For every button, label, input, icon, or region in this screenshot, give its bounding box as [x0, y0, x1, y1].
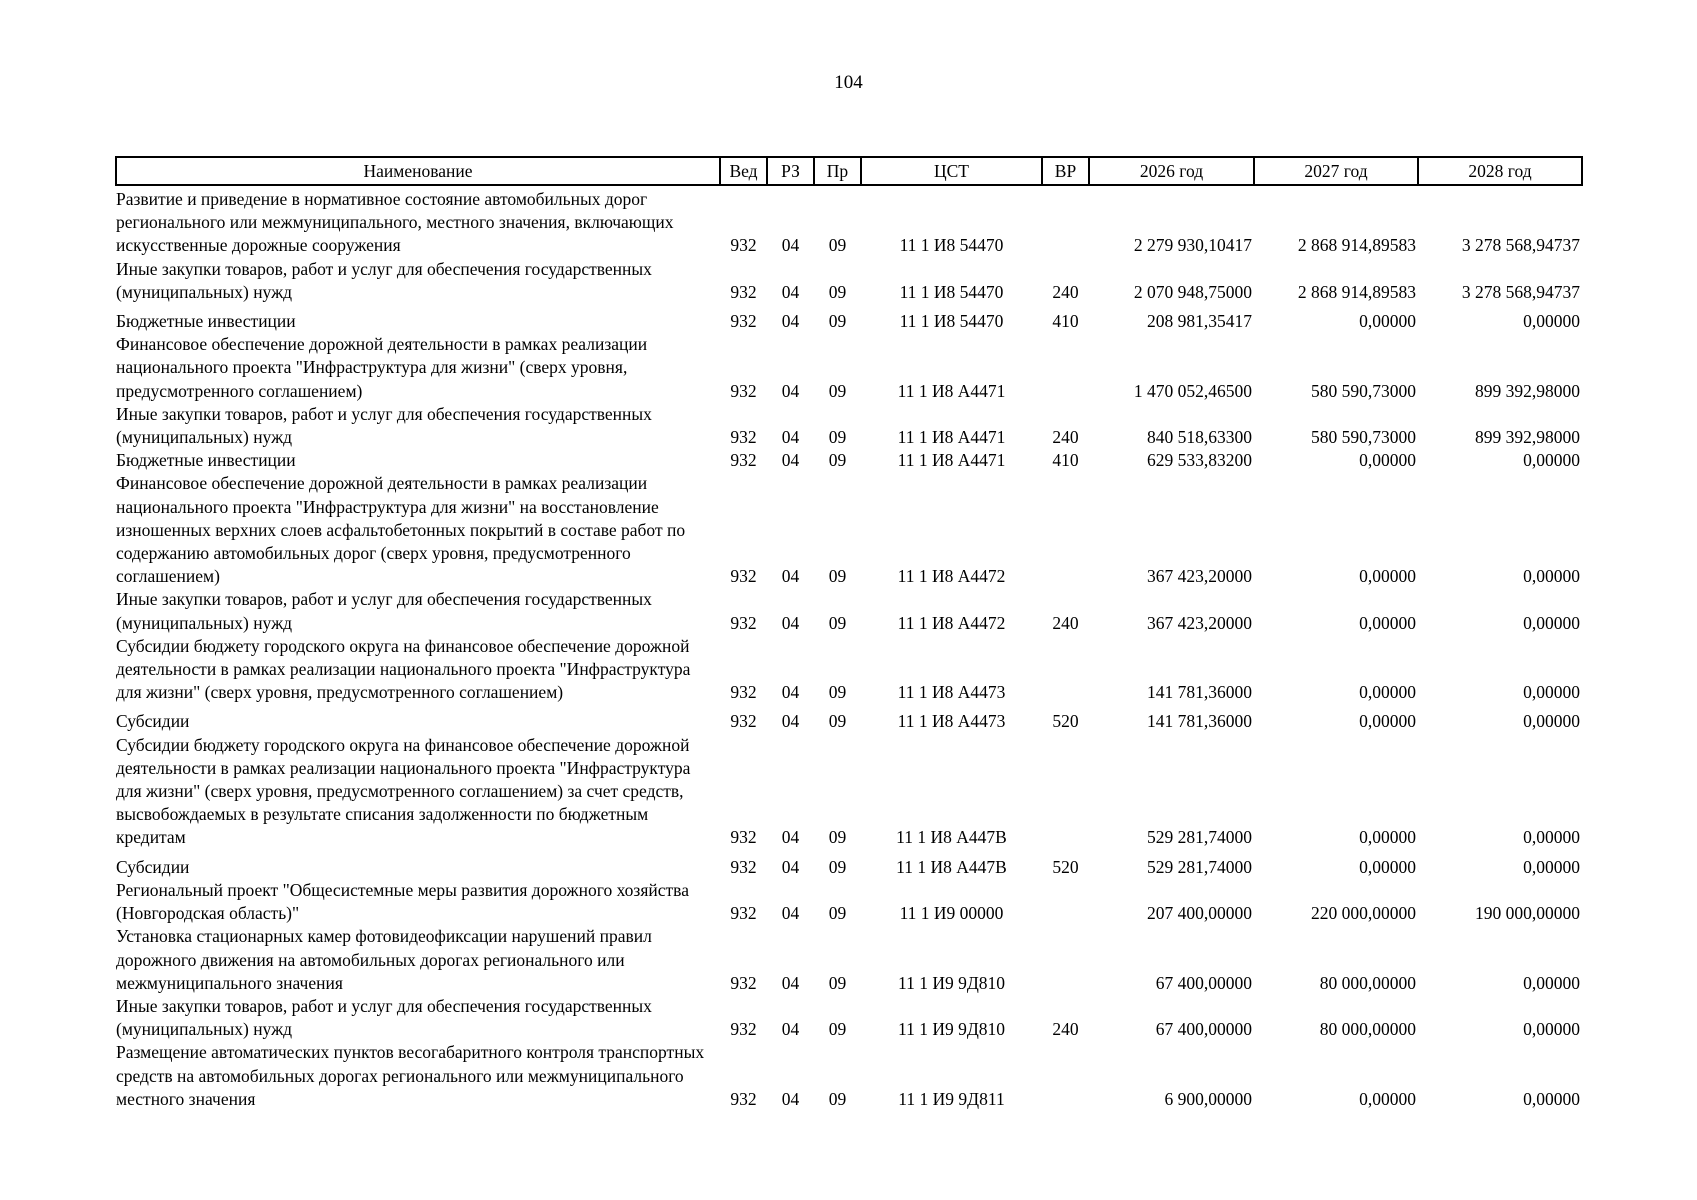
row-rz: 04 — [781, 380, 800, 401]
row-pr: 09 — [828, 427, 847, 448]
row-2026: 6 900,00000 — [1164, 1088, 1252, 1109]
row-rz: 04 — [781, 281, 800, 302]
header-name: Наименование — [116, 157, 720, 185]
header-2027: 2027 год — [1254, 157, 1418, 185]
row-rz: 04 — [781, 711, 800, 732]
row-pr: 09 — [828, 972, 847, 993]
row-2026: 141 781,36000 — [1147, 711, 1252, 732]
row-rz: 04 — [781, 1019, 800, 1040]
table-row — [116, 185, 1582, 258]
row-ved: 932 — [730, 380, 757, 401]
table-row — [116, 304, 1582, 333]
row-name: Бюджетные инвестиции — [116, 450, 296, 471]
row-2028: 899 392,98000 — [1475, 427, 1580, 448]
header-ved: Вед — [720, 157, 767, 185]
row-rz: 04 — [781, 612, 800, 633]
row-vr: 240 — [1052, 612, 1079, 633]
row-ved: 932 — [730, 612, 757, 633]
row-name: Финансовое обеспечение дорожной деятельности в рамках реализации национального проекта "Инфраструктура для жизни" на восстановление изношенных верхних слоев асфальтобетонных покрытий в составе работ по содержанию автомобильных дорог (сверх уровня, предусмотренного соглашением) — [116, 473, 686, 587]
row-cst: 11 1 И8 А4472 — [897, 612, 1006, 633]
row-cst: 11 1 И9 00000 — [899, 903, 1004, 924]
row-cst: 11 1 И9 9Д810 — [897, 1019, 1006, 1040]
header-2026: 2026 год — [1089, 157, 1254, 185]
row-ved: 932 — [730, 856, 757, 877]
row-vr: 410 — [1052, 311, 1079, 332]
row-name: Развитие и приведение в нормативное состояние автомобильных дорог регионального или межмуниципального, местного значения, включающих искусственные дорожные сооружения — [116, 189, 674, 256]
row-rz: 04 — [781, 450, 800, 471]
table-row — [116, 995, 1582, 1041]
table-row — [116, 635, 1582, 705]
table-row — [116, 588, 1582, 634]
row-2026: 208 981,35417 — [1147, 311, 1252, 332]
row-rz: 04 — [781, 566, 800, 587]
row-2026: 207 400,00000 — [1147, 903, 1252, 924]
row-2027: 220 000,00000 — [1311, 903, 1416, 924]
row-2027: 0,00000 — [1359, 1088, 1416, 1109]
row-ved: 932 — [730, 427, 757, 448]
row-cst: 11 1 И8 54470 — [899, 235, 1004, 256]
table-row — [116, 879, 1582, 925]
row-2027: 0,00000 — [1359, 311, 1416, 332]
row-cst: 11 1 И8 А4471 — [897, 450, 1006, 471]
table-row — [116, 403, 1582, 449]
row-vr — [1042, 472, 1089, 588]
row-2027: 0,00000 — [1359, 827, 1416, 848]
row-2028: 899 392,98000 — [1475, 380, 1580, 401]
row-pr: 09 — [828, 450, 847, 471]
row-2027: 2 868 914,89583 — [1297, 235, 1416, 256]
table-row — [116, 850, 1582, 879]
row-2026: 367 423,20000 — [1147, 566, 1252, 587]
row-2028: 0,00000 — [1523, 1088, 1580, 1109]
row-2027: 0,00000 — [1359, 856, 1416, 877]
row-2028: 0,00000 — [1523, 612, 1580, 633]
row-pr: 09 — [828, 380, 847, 401]
row-ved: 932 — [730, 972, 757, 993]
table-row — [116, 472, 1582, 588]
row-2026: 629 533,83200 — [1147, 450, 1252, 471]
row-cst: 11 1 И9 9Д810 — [897, 972, 1006, 993]
row-2026: 367 423,20000 — [1147, 612, 1252, 633]
row-2028: 0,00000 — [1523, 711, 1580, 732]
row-2026: 67 400,00000 — [1155, 972, 1252, 993]
table-row — [116, 925, 1582, 995]
row-rz: 04 — [781, 235, 800, 256]
row-pr: 09 — [828, 827, 847, 848]
header-pr: Пр — [814, 157, 861, 185]
row-name: Субсидии бюджету городского округа на финансовое обеспечение дорожной деятельности в рамках реализации национального проекта "Инфраструктура для жизни" (сверх уровня, предусмотренного соглашением) за счет средств, высвобождаемых в результате списания задолженности по бюджетным кредитам — [116, 734, 691, 848]
row-2028: 0,00000 — [1523, 1019, 1580, 1040]
row-pr: 09 — [828, 903, 847, 924]
row-2026: 1 470 052,46500 — [1133, 380, 1252, 401]
row-2027: 580 590,73000 — [1311, 380, 1416, 401]
row-2026: 529 281,74000 — [1147, 827, 1252, 848]
row-2027: 2 868 914,89583 — [1297, 281, 1416, 302]
row-pr: 09 — [828, 566, 847, 587]
row-ved: 932 — [730, 1019, 757, 1040]
row-name: Бюджетные инвестиции — [116, 311, 296, 332]
table-row — [116, 1041, 1582, 1111]
row-cst: 11 1 И8 А4473 — [897, 682, 1006, 703]
row-name: Установка стационарных камер фотовидеофиксации нарушений правил дорожного движения на автомобильных дорогах регионального или межмуниципального значения — [116, 926, 652, 993]
page-number: 104 — [834, 72, 863, 93]
row-cst: 11 1 И8 54470 — [899, 281, 1004, 302]
row-vr: 520 — [1052, 856, 1079, 877]
header-2028: 2028 год — [1418, 157, 1582, 185]
row-pr: 09 — [828, 311, 847, 332]
row-vr — [1042, 879, 1089, 925]
row-2026: 67 400,00000 — [1155, 1019, 1252, 1040]
row-2028: 0,00000 — [1523, 311, 1580, 332]
row-ved: 932 — [730, 566, 757, 587]
row-cst: 11 1 И8 А447В — [896, 827, 1007, 848]
row-vr: 520 — [1052, 711, 1079, 732]
row-2028: 0,00000 — [1523, 972, 1580, 993]
table-row — [116, 333, 1582, 403]
row-ved: 932 — [730, 903, 757, 924]
row-name: Субсидии бюджету городского округа на финансовое обеспечение дорожной деятельности в рамках реализации национального проекта "Инфраструктура для жизни" (сверх уровня, предусмотренного соглашением) — [116, 635, 691, 703]
header-cst: ЦСТ — [861, 157, 1042, 185]
row-rz: 04 — [781, 311, 800, 332]
row-rz: 04 — [781, 827, 800, 848]
row-name: Субсидии — [116, 856, 190, 877]
table-row — [116, 449, 1582, 472]
row-vr — [1042, 925, 1089, 995]
table-header-row — [116, 157, 1582, 185]
row-2027: 0,00000 — [1359, 682, 1416, 703]
row-pr: 09 — [828, 235, 847, 256]
row-2027: 0,00000 — [1359, 566, 1416, 587]
row-ved: 932 — [730, 235, 757, 256]
row-name: Субсидии — [116, 711, 190, 732]
row-name: Региональный проект "Общесистемные меры развития дорожного хозяйства (Новгородская область)" — [116, 879, 689, 924]
row-2028: 3 278 568,94737 — [1461, 281, 1580, 302]
row-rz: 04 — [781, 1088, 800, 1109]
row-vr: 240 — [1052, 427, 1079, 448]
row-name: Иные закупки товаров, работ и услуг для обеспечения государственных (муниципальных) нужд — [116, 403, 652, 448]
row-vr: 240 — [1052, 281, 1079, 302]
row-vr: 240 — [1052, 1019, 1079, 1040]
row-rz: 04 — [781, 682, 800, 703]
row-rz: 04 — [781, 903, 800, 924]
row-ved: 932 — [730, 281, 757, 302]
row-pr: 09 — [828, 281, 847, 302]
row-pr: 09 — [828, 711, 847, 732]
row-vr — [1042, 185, 1089, 258]
budget-table — [115, 156, 1583, 1111]
row-2028: 0,00000 — [1523, 682, 1580, 703]
row-cst: 11 1 И8 А4472 — [897, 566, 1006, 587]
table-row — [116, 258, 1582, 304]
table-row — [116, 734, 1582, 850]
row-2026: 141 781,36000 — [1147, 682, 1252, 703]
row-name: Финансовое обеспечение дорожной деятельности в рамках реализации национального проекта "Инфраструктура для жизни" (сверх уровня, предусмотренного соглашением) — [116, 334, 648, 401]
header-vr: ВР — [1042, 157, 1089, 185]
row-name: Иные закупки товаров, работ и услуг для обеспечения государственных (муниципальных) нужд — [116, 258, 652, 302]
row-2026: 2 279 930,10417 — [1133, 235, 1252, 256]
row-2026: 529 281,74000 — [1147, 856, 1252, 877]
row-vr — [1042, 734, 1089, 850]
header-rz: РЗ — [767, 157, 814, 185]
table-body — [116, 185, 1582, 1111]
row-rz: 04 — [781, 972, 800, 993]
row-2028: 0,00000 — [1523, 450, 1580, 471]
row-cst: 11 1 И8 А4471 — [897, 380, 1006, 401]
row-ved: 932 — [730, 1088, 757, 1109]
row-pr: 09 — [828, 856, 847, 877]
row-rz: 04 — [781, 427, 800, 448]
row-cst: 11 1 И9 9Д811 — [898, 1088, 1005, 1109]
row-vr — [1042, 333, 1089, 403]
row-2026: 2 070 948,75000 — [1133, 281, 1252, 302]
row-ved: 932 — [730, 311, 757, 332]
row-rz: 04 — [781, 856, 800, 877]
row-2026: 840 518,63300 — [1147, 427, 1252, 448]
row-2028: 3 278 568,94737 — [1461, 235, 1580, 256]
row-2027: 80 000,00000 — [1319, 1019, 1416, 1040]
row-pr: 09 — [828, 1088, 847, 1109]
row-vr — [1042, 1041, 1089, 1111]
row-vr — [1042, 635, 1089, 705]
row-2027: 80 000,00000 — [1319, 972, 1416, 993]
row-2028: 0,00000 — [1523, 856, 1580, 877]
row-2027: 0,00000 — [1359, 711, 1416, 732]
row-name: Размещение автоматических пунктов весогабаритного контроля транспортных средств на автомобильных дорогах регионального или межмуниципального местного значения — [116, 1042, 705, 1109]
row-2028: 0,00000 — [1523, 827, 1580, 848]
row-2028: 190 000,00000 — [1475, 903, 1580, 924]
row-ved: 932 — [730, 450, 757, 471]
row-2027: 0,00000 — [1359, 612, 1416, 633]
row-pr: 09 — [828, 682, 847, 703]
row-ved: 932 — [730, 682, 757, 703]
row-2027: 580 590,73000 — [1311, 427, 1416, 448]
row-cst: 11 1 И8 А447В — [896, 856, 1007, 877]
row-cst: 11 1 И8 А4471 — [897, 427, 1006, 448]
row-pr: 09 — [828, 612, 847, 633]
row-name: Иные закупки товаров, работ и услуг для обеспечения государственных (муниципальных) нужд — [116, 995, 652, 1040]
row-name: Иные закупки товаров, работ и услуг для обеспечения государственных (муниципальных) нужд — [116, 589, 652, 633]
row-ved: 932 — [730, 827, 757, 848]
row-2027: 0,00000 — [1359, 450, 1416, 471]
row-pr: 09 — [828, 1019, 847, 1040]
row-ved: 932 — [730, 711, 757, 732]
table-row — [116, 704, 1582, 733]
row-cst: 11 1 И8 А4473 — [897, 711, 1006, 732]
row-vr: 410 — [1052, 450, 1079, 471]
row-cst: 11 1 И8 54470 — [899, 311, 1004, 332]
row-2028: 0,00000 — [1523, 566, 1580, 587]
